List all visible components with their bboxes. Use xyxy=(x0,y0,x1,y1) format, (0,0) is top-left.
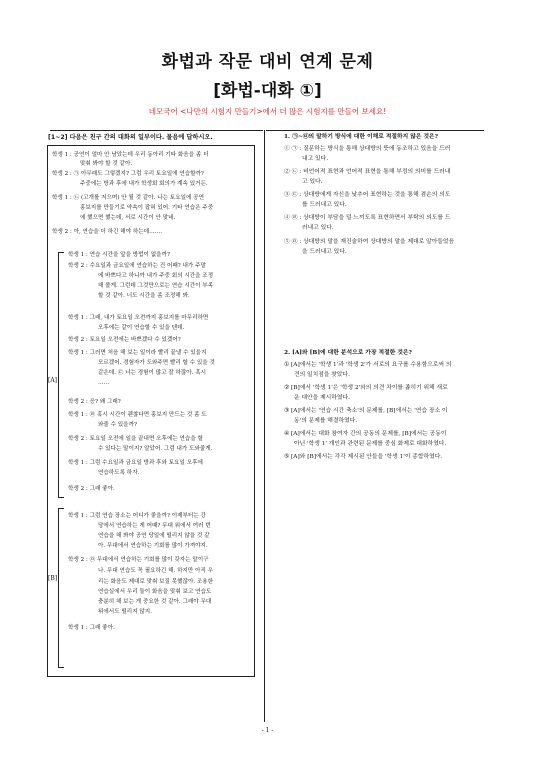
page-number: - 1 - xyxy=(261,727,274,734)
question-1-option-cont: 를 드러내고 있다. xyxy=(302,202,347,208)
question-2-option-cont: 견의 일치점을 찾았다. xyxy=(294,372,350,378)
dialogue-line: 학생 2 : 응? 왜 그래? xyxy=(68,399,121,405)
question-1-option-cont: 을 드러내고 있다. xyxy=(302,249,347,255)
question-2-option-cont: 아닌 '학생 1' 개인과 관련된 문제를 중심 화제로 대화하였다. xyxy=(294,441,447,447)
dialogue-line: 에 바쁘다고 하니까 내가 주중 회의 시간을 조정 xyxy=(98,273,214,279)
dialogue-line: 학생 1 : 그럼 연습 장소는 어디가 좋을까? 이제부터는 강 xyxy=(68,513,206,519)
dialogue-line: 할 것 같아. 너도 시간을 좀 조정해 봐. xyxy=(98,293,190,299)
column-divider xyxy=(264,130,265,722)
dialogue-line: 나. 무대 연습도 꼭 필요하긴 해. 하지만 아직 우 xyxy=(98,568,214,574)
dialogue-line: 맞춰 봐야 할 것 같아. xyxy=(80,161,133,167)
dialogue-line: 해 볼게. 그런데 그것만으로는 연습 시간이 부족 xyxy=(98,283,214,289)
dialogue-line: 연습실에서 우리 둘이 화음을 맞춰 보고 연습도 xyxy=(98,589,212,595)
question-2-option[interactable]: ② [B]에서 '학생 1'은 '학생 2'와의 의견 차이를 좁히기 위해 새로 xyxy=(284,385,448,391)
bracket-a-label: [A] xyxy=(48,377,58,384)
dialogue-line: 학생 1 : ㉡ (고개를 저으며) 안 될 것 같아. 나는 토요일에 공연 xyxy=(52,195,204,201)
promo-link[interactable]: 네모국어 <나만의 시험지 만들기>에서 더 많은 시험지를 만들어 보세요! xyxy=(148,107,387,116)
question-1-option[interactable]: ① ㉠ : 질문하는 방식을 통해 상대방의 뜻에 동조하고 있음을 드러 xyxy=(284,146,451,152)
dialogue-line: 학생 1 : ㉣ 혹시 시간이 괜찮다면 홍보지 만드는 것 좀 도 xyxy=(68,412,207,418)
dialogue-line: 같은데. ㉢ 너는 경험이 많고 잘 하잖아. 혹시 xyxy=(98,370,207,376)
dialogue-line: 충분히 해 보는 게 중요한 것 같아. 그래야 무대 xyxy=(98,599,212,605)
dialogue-line: 학생 2 : 아, 연습을 더 하긴 해야 하는데……. xyxy=(52,229,163,235)
dialogue-line: 학생 1 : 그러면 처음 해 보는 일이라 빨리 끝낼 수 있을지 xyxy=(68,350,207,356)
dialogue-line: 학생 1 : 그래, 내가 토요일 오전까지 홍보지를 마무리하면 xyxy=(68,315,209,321)
question-2-option[interactable]: ① [A]에서는 '학생 1'과 '학생 2'가 서로의 요구를 수용함으로써 의 xyxy=(284,362,452,368)
dialogue-line: 리는 화음도 제대로 맞춰 보질 못했잖아. 조용한 xyxy=(98,579,214,585)
question-1-option[interactable]: ③ ㉢ : 상대방에게 자신을 낮추어 표현하는 것을 통해 겸손의 의도 xyxy=(284,192,451,198)
dialogue-line: 학생 1 : 그래 좋아. xyxy=(68,625,115,631)
dialogue-line: 당에서 연습하는 게 어때? 무대 위에서 여러 번 xyxy=(98,523,211,529)
dialogue-line: 학생 1 : 공연이 얼마 안 남았는데 우리 동아리 기타 화음을 좀 더 xyxy=(52,152,209,158)
right-rule xyxy=(266,130,484,131)
question-2-option-cont: 동'의 문제를 해결하였다. xyxy=(294,418,358,424)
question-1-option[interactable]: ② ㉡ : 비언어적 표현과 언어적 표현을 통해 부정의 의미를 드러내 xyxy=(284,169,451,175)
question-2-option[interactable]: ③ [A]에서는 '연습 시간 축소'의 문제를, [B]에서는 '연습 장소 이 xyxy=(284,408,448,414)
section-heading: [1~2] 다음은 친구 간의 대화의 일부이다. 물음에 답하시오. xyxy=(48,134,213,141)
question-2-option-cont: 운 대안을 제시하였다. xyxy=(294,395,350,401)
dialogue-line: 주중에는 방과 후에 내가 학생회 회의가 계속 있거든. xyxy=(80,181,208,187)
dialogue-line: 연습을 해 봐야 공연 당일에 떨리지 않을 것 같 xyxy=(98,533,210,539)
dialogue-line: 연습하도록 하자. xyxy=(98,470,140,476)
bracket-a xyxy=(58,252,64,498)
dialogue-line: 모르겠어. 경험자가 도와주면 빨리 할 수 있을 것 xyxy=(98,360,215,366)
question-1-option-cont: 고 있다. xyxy=(302,179,323,185)
bracket-b-label: [B] xyxy=(48,575,58,582)
dialogue-line: 수 있다는 말이지? 알았어. 그럼 내가 도와줄게. xyxy=(98,446,213,452)
left-rule xyxy=(50,130,263,131)
dialogue-line: 학생 2 : 토요일 오전에 일을 끝내면 오후에는 연습을 할 xyxy=(68,436,203,442)
question-2-option[interactable]: ⑤ [A]와 [B]에서는 각각 제시된 안들을 '학생 1'이 종합하였다. xyxy=(284,454,443,460)
dialogue-line: 학생 1 : 연습 시간을 앞을 방법이 없을까? xyxy=(68,252,170,258)
dialogue-line: 아. 무대에서 연습하는 기회를 많이 가져야지. xyxy=(98,543,208,549)
dialogue-line: 오후에는 같이 연습할 수 있을 텐데. xyxy=(98,325,185,331)
dialogue-line: …… xyxy=(98,380,110,386)
dialogue-line: 에 했으면 했는데, 서로 시간이 안 맞네. xyxy=(80,215,176,221)
dialogue-line: 학생 2 : ㉠ 아무래도 그렇겠지? 그럼 우리 토요일에 연습할까? xyxy=(52,171,204,177)
question-1-option-cont: 러내고 있다. xyxy=(302,225,334,231)
question-1-option-cont: 내고 있다. xyxy=(302,156,329,162)
question-1-option[interactable]: ④ ㉣ : 상대방이 부담을 덜 느끼도록 표현하면서 부탁의 의도를 드 xyxy=(284,215,451,221)
question-1-option[interactable]: ⑤ ㉤ : 상대방의 말을 재진술하여 상대방의 말을 제대로 알아들었음 xyxy=(284,239,455,245)
question-2-option[interactable]: ④ [A]에서는 대화 참여자 간의 공동의 문제를, [B]에서는 공동이 xyxy=(284,431,447,437)
dialogue-line: 학생 2 : 그래 좋아. xyxy=(68,486,115,492)
question-1-stem: 1. ㉠~㉤의 말하기 방식에 대한 이해로 적절하지 않은 것은? xyxy=(284,134,439,140)
page-subtitle: [화법-대화 ①] xyxy=(213,81,322,101)
question-2-stem: 2. [A]와 [B]에 대한 분석으로 가장 적절한 것은? xyxy=(284,350,412,356)
dialogue-line: 학생 2 : ㉤ 무대에서 연습하는 기회를 많이 갖자는 말이구 xyxy=(68,557,209,563)
bracket-b xyxy=(58,508,64,668)
page-title: 화법과 작문 대비 연계 문제 xyxy=(161,52,374,72)
dialogue-line: 홍보지를 만들기로 약속이 잡혀 있어. 기타 연습은 주중 xyxy=(80,205,214,211)
dialogue-line: 학생 2 : 수요일과 금요일에 연습하는 건 어때? 내가 주말 xyxy=(68,263,206,269)
dialogue-line: 학생 2 : 토요일 오전에는 바쁘겠다 수 있겠어? xyxy=(68,337,181,343)
dialogue-line: 와줄 수 있을까? xyxy=(98,422,137,428)
dialogue-line: 위에서도 떨리지 않지. xyxy=(98,609,152,615)
dialogue-line: 학생 1 : 그럼 수요일과 금요일 방과 후와 토요일 오후에 xyxy=(68,460,203,466)
